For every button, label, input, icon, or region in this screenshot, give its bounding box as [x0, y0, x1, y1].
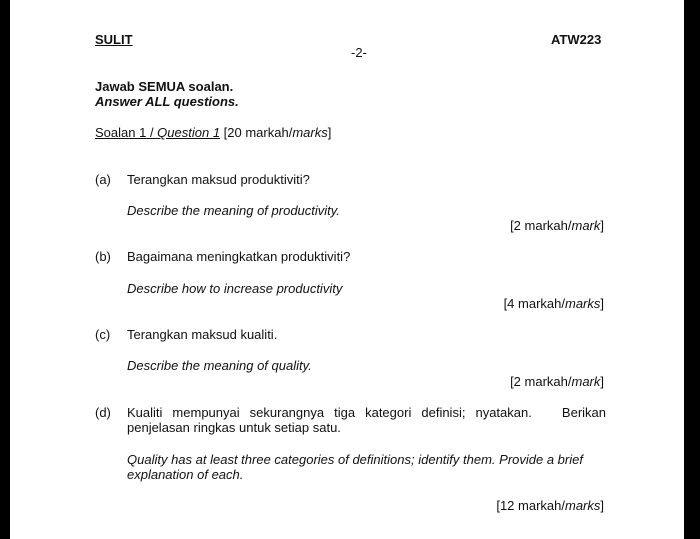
page-number: -2-	[351, 45, 367, 60]
question-b-marks	[504, 296, 604, 311]
question-b-letter: (b)	[95, 249, 111, 264]
instruction-english: Answer ALL questions.	[95, 94, 239, 109]
question-a-malay: Terangkan maksud produktiviti?	[127, 172, 310, 187]
question-d-letter: (d)	[95, 405, 111, 420]
section-marks-prefix: [20 markah/	[220, 125, 293, 140]
section-heading	[95, 125, 331, 140]
question-b-marks-english: marks	[564, 296, 601, 311]
question-d-marks	[496, 498, 604, 513]
question-a-marks-english: mark	[571, 218, 601, 233]
question-a-marks-suffix: ]	[600, 218, 604, 233]
question-b-marks-suffix: ]	[600, 296, 604, 311]
question-d-english: Quality has at least three categories of definitions; identify them. Provide a brief explanation of each.	[127, 452, 583, 482]
section-marks-suffix: ]	[327, 125, 332, 140]
section-marks-english: marks	[292, 125, 328, 140]
question-b-english: Describe how to increase productivity	[127, 281, 343, 296]
question-c-english: Describe the meaning of quality.	[127, 358, 312, 373]
instruction-malay: Jawab SEMUA soalan.	[95, 79, 234, 94]
question-b-marks-prefix: [4 markah/	[503, 296, 565, 311]
question-b-malay: Bagaimana meningkatkan produktiviti?	[127, 249, 351, 264]
question-a-marks	[510, 218, 604, 233]
exam-page	[10, 0, 684, 539]
question-d-marks-prefix: [12 markah/	[496, 498, 565, 513]
question-c-marks-suffix: ]	[600, 374, 604, 389]
section-separator: /	[146, 125, 158, 140]
question-a-english: Describe the meaning of productivity.	[127, 203, 340, 218]
section-label-malay: Soalan 1	[95, 125, 147, 140]
question-a-letter: (a)	[95, 172, 111, 187]
question-a-marks-prefix: [2 markah/	[510, 218, 572, 233]
header-course-code: ATW223	[551, 32, 602, 47]
header-confidential-label: SULIT	[95, 32, 133, 47]
question-c-marks	[510, 374, 604, 389]
section-label-english: Question 1	[157, 125, 221, 140]
question-d-malay: Kualiti mempunyai sekurangnya tiga kategori definisi; nyatakan. Berikan penjelasan ringkas untuk setiap satu.	[127, 405, 610, 435]
question-c-marks-english: mark	[571, 374, 601, 389]
question-c-letter: (c)	[95, 327, 111, 342]
question-c-marks-prefix: [2 markah/	[510, 374, 572, 389]
question-d-marks-english: marks	[564, 498, 601, 513]
question-c-malay: Terangkan maksud kualiti.	[127, 327, 278, 342]
question-d-marks-suffix: ]	[600, 498, 604, 513]
